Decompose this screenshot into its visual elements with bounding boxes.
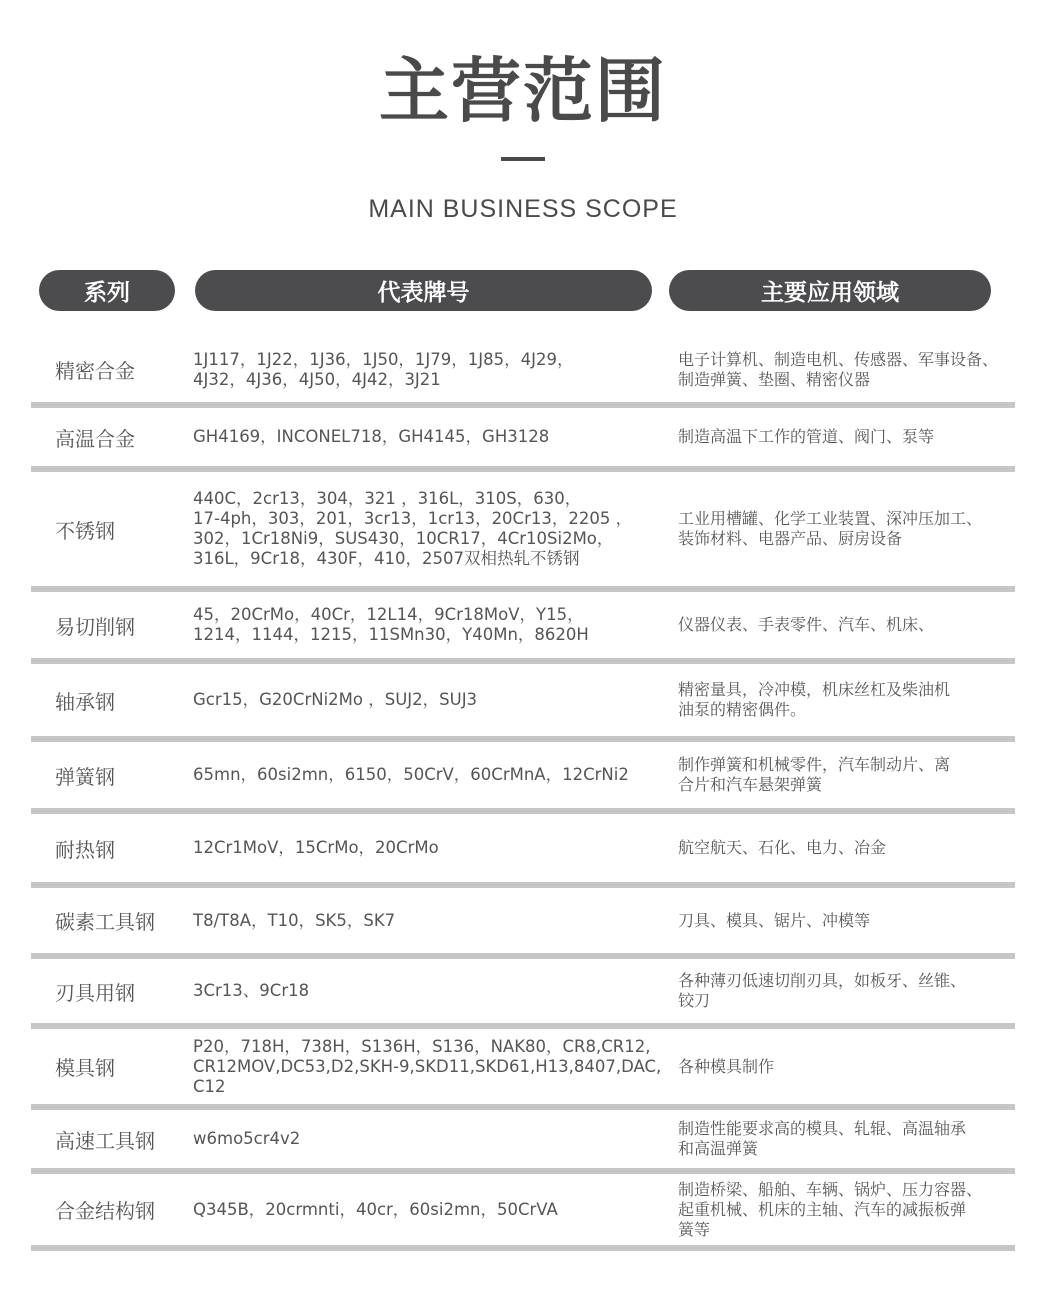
applications-text: 航空航天、石化、电力、冶金 <box>678 838 887 857</box>
grades-text: 45，20CrMo，40Cr，12L14，9Cr18MoV，Y15， 1214，1144，1215，11SMn30，Y40Mn，8620H <box>193 605 589 644</box>
series-name: 碳素工具钢 <box>55 910 155 934</box>
series-name: 耐热钢 <box>55 837 115 862</box>
grades-text: 1J117，1J22，1J36，1J50，1J79，1J85，4J29， 4J32，4J36，4J50，4J42，3J21 <box>193 349 574 389</box>
series-name: 轴承钢 <box>55 689 115 714</box>
series-name: 精密合金 <box>55 359 135 383</box>
header-grades <box>195 270 652 311</box>
applications-text: 各种薄刃低速切削刃具，如板牙、丝锥、 铰刀 <box>678 971 967 1010</box>
page-subtitle: MAIN BUSINESS SCOPE <box>368 195 678 223</box>
header-series <box>39 270 175 311</box>
table-row <box>0 888 1046 953</box>
grades-text: Q345B，20crmnti，40cr，60si2mn，50CrVA <box>193 1199 558 1219</box>
table-row <box>0 664 1046 736</box>
table-row <box>0 959 1046 1023</box>
grades-text: P20，718H，738H，S136H，S136，NAK80，CR8,CR12, CR12MOV,DC53,D2,SKH-9,SKD11,SKD61,H13,8407,DAC, C12 <box>193 1036 662 1096</box>
grades-text: w6mo5cr4v2 <box>193 1129 301 1148</box>
grades-text: 65mn，60si2mn，6150，50CrV，60CrMnA，12CrNi2 <box>193 765 629 784</box>
series-name: 刃具用钢 <box>55 980 135 1005</box>
header-applications-label: 主要应用领域 <box>761 280 899 306</box>
applications-text: 仪器仪表、手表零件、汽车、机床、 <box>678 615 935 634</box>
grades-text: 3Cr13、9Cr18 <box>193 981 310 1000</box>
grades-text: 12Cr1MoV，15CrMo，20CrMo <box>193 838 439 857</box>
applications-text: 刀具、模具、锯片、冲模等 <box>678 910 871 930</box>
table-row <box>0 592 1046 658</box>
series-name: 高速工具钢 <box>55 1128 155 1153</box>
series-name: 高温合金 <box>55 426 135 451</box>
table-row <box>0 472 1046 586</box>
title-divider <box>501 157 545 161</box>
series-name: 合金结构钢 <box>55 1199 155 1223</box>
applications-text: 制造性能要求高的模具、轧辊、高温轴承 和高温弹簧 <box>678 1119 967 1158</box>
applications-text: 制造高温下工作的管道、阀门、泵等 <box>678 427 935 446</box>
grades-text: T8/T8A，T10，SK5，SK7 <box>193 910 396 930</box>
row-divider <box>31 1245 1015 1251</box>
applications-text: 各种模具制作 <box>678 1056 775 1076</box>
applications-text: 制作弹簧和机械零件，汽车制动片、离 合片和汽车悬架弹簧 <box>678 755 951 794</box>
table-row <box>0 337 1046 402</box>
table-row <box>0 814 1046 882</box>
series-name: 不锈钢 <box>55 518 115 543</box>
series-name: 弹簧钢 <box>55 764 115 789</box>
applications-text: 精密量具，冷冲模，机床丝杠及柴油机 油泵的精密偶件。 <box>678 680 951 719</box>
grades-text: GH4169，INCONEL718，GH4145，GH3128 <box>193 427 550 446</box>
table-row <box>0 1110 1046 1168</box>
header-applications <box>669 270 991 311</box>
header-grades-label: 代表牌号 <box>377 280 470 306</box>
table-row <box>0 742 1046 808</box>
series-name: 易切削钢 <box>55 614 135 639</box>
table-row <box>0 1174 1046 1245</box>
table-row <box>0 408 1046 466</box>
header-series-label: 系列 <box>84 280 130 306</box>
applications-text: 电子计算机、制造电机、传感器、军事设备、 制造弹簧、垫圈、精密仪器 <box>678 349 999 389</box>
applications-text: 工业用槽罐、化学工业装置、深冲压加工、 装饰材料、电器产品、厨房设备 <box>678 509 983 548</box>
applications-text: 制造桥梁、船舶、车辆、锅炉、压力容器、 起重机械、机床的主轴、汽车的减振板弹 簧等 <box>678 1179 983 1239</box>
grades-text: 440C，2cr13，304，321 ，316L，310S，630， 17-4ph，303，201，3cr13，1cr13，20Cr13，2205 ， 302，1Cr18Ni9，SUS430，10CR17，4Cr10Si2Mo， 316L，9Cr18，430F，410，2507双相热轧不锈钢 <box>193 489 633 568</box>
grades-text: Gcr15，G20CrNi2Mo ，SUJ2，SUJ3 <box>193 690 478 709</box>
page-title: 主营范围 <box>379 50 667 132</box>
series-name: 模具钢 <box>55 1056 115 1080</box>
table-row <box>0 1029 1046 1104</box>
